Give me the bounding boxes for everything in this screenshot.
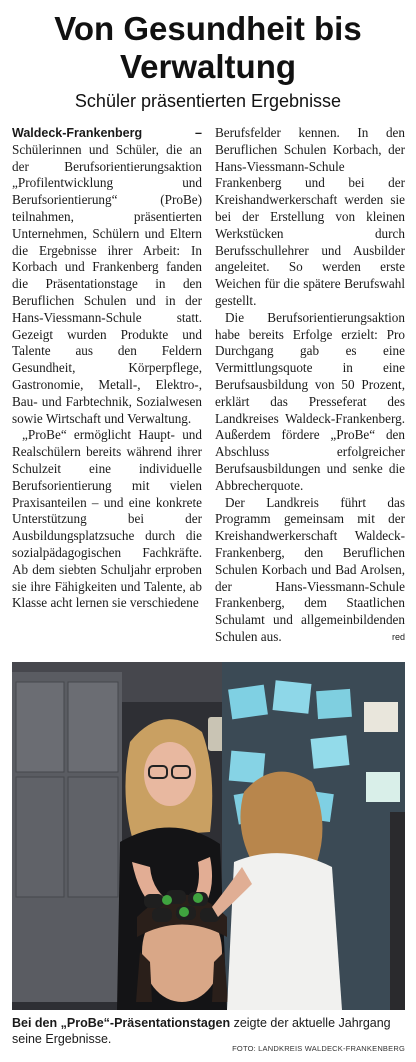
subheadline: Schüler präsentierten Ergebnisse [74, 91, 342, 111]
article-column-1 [12, 125, 202, 645]
article-photo [12, 662, 405, 1010]
article-body [12, 125, 405, 645]
paragraph-text: Schülerinnen und Schüler, die an der Berufsorientierungsaktion „Profilentwicklung und Berufsorientierung“ (ProBe) teilnahmen, präsentierten Unternehmen, Schülern und Eltern die Ergebnisse ihrer Arbeit: In Korbach und Frankenberg fanden die Präsentationstage in den Beruflichen Schulen und in der Hans-Viessmann-Schule statt. Gezeigt wurden Produkte und Talente aus den Feldern Gesundheit, Körperpflege, Gastronomie, Metall-, Elektro-, Bau- und Farbtechnik, Sozialwesen sowie Wirtschaft und Verwaltung. [12, 141, 202, 426]
paragraph: „ProBe“ ermöglicht Haupt- und Realschülern bereits während ihrer Schulzeit eine individuelle Berufsorientierung mit vielen Praxisanteilen – und eine konkrete Unterstützung bei der Ausbildungsplatzsuche durch die sozialpädagogischen Fachkräfte. Ab dem siebten Schuljahr erproben sie ihre Fähigkeiten und Talente, ab Klasse acht lernen sie verschiedene [12, 427, 202, 611]
article-column-2 [215, 125, 405, 645]
caption-lead: Bei den „ProBe“-Präsentationstagen [12, 1016, 231, 1030]
paragraph: Berufsfelder kennen. In den Beruflichen Schulen Korbach, der Hans-Viessmann-Schule Frankenberg und bei der Kreishandwerkerschaft werden sie bei der Erstellung von kleinen Werkstücken durch Berufsschullehrer und Ausbilder angeleitet. So werden erste Weichen für die spätere Berufswahl gestellt. [215, 125, 405, 308]
paragraph [12, 125, 202, 427]
caption-text: zeigte der aktuelle Jahrgang seine Ergebnisse. [12, 1016, 391, 1046]
author-initials: red [391, 631, 405, 642]
paragraph-text: Der Landkreis führt das Programm gemeinsam mit der Kreishandwerkerschaft Waldeck-Frankenberg, den Beruflichen Schulen Korbach und Bad Arolsen, der Hans-Viessmann-Schule Frankenberg, dem Staatlichen Schulamt und allgemeinbildenden Schulen aus. [215, 494, 405, 644]
dateline: Waldeck-Frankenberg – [12, 126, 202, 140]
headline-line-2: Verwaltung [119, 48, 297, 85]
photo-caption [12, 1015, 405, 1047]
paragraph: Die Berufsorientierungsaktion habe bereits Erfolge erzielt: Pro Durchgang gab es eine Vermittlungsquote in eine Berufsausbildung von 50 Prozent, erklärt das Presseferat des Landkreises Waldeck-Frankenberg. Außerdem fördere „ProBe“ den Abschluss erfolgreicher Berufsausbildungen und senke die Abbrecherquote. [215, 309, 405, 493]
headline [0, 10, 416, 86]
photo-credit: FOTO: LANDKREIS WALDECK-FRANKENBERG [232, 1044, 405, 1053]
headline-line-1: Von Gesundheit bis [54, 10, 362, 47]
paragraph [215, 495, 405, 646]
photo-illustration [12, 662, 405, 1010]
